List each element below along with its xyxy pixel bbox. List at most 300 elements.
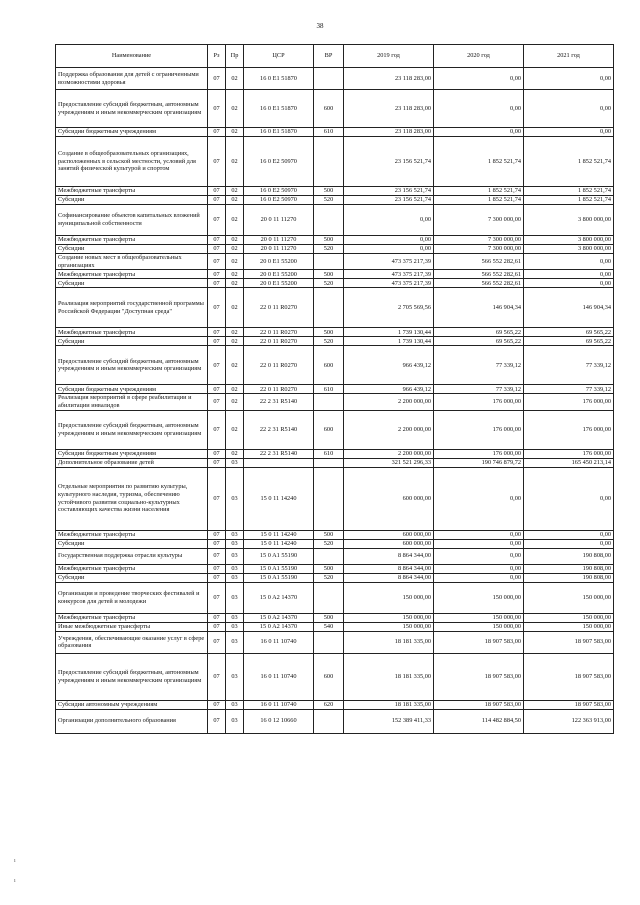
cell-2021: 77 339,12 — [524, 385, 614, 394]
table-row — [56, 613, 614, 622]
cell-vr: 540 — [314, 622, 344, 631]
cell-2019: 23 118 283,00 — [344, 90, 434, 128]
cell-vr: 620 — [314, 700, 344, 709]
cell-csr: 20 0 11 11270 — [244, 236, 314, 245]
cell-2021: 176 000,00 — [524, 394, 614, 410]
cell-pr: 02 — [226, 245, 244, 254]
cell-2020: 18 907 583,00 — [434, 631, 524, 653]
cell-vr: 610 — [314, 385, 344, 394]
cell-vr — [314, 582, 344, 613]
cell-vr: 600 — [314, 346, 344, 385]
cell-name: Межбюджетные трансферты — [56, 187, 208, 196]
cell-2020: 0,00 — [434, 573, 524, 582]
cell-rz: 07 — [208, 582, 226, 613]
cell-name: Учреждения, обеспечивающие оказание услуг в сфере образования — [56, 631, 208, 653]
cell-2021: 0,00 — [524, 270, 614, 279]
header-rz: Рз — [208, 45, 226, 68]
cell-2020: 566 552 282,61 — [434, 279, 524, 288]
cell-2019: 600 000,00 — [344, 530, 434, 539]
cell-2021: 150 000,00 — [524, 613, 614, 622]
cell-2021: 0,00 — [524, 68, 614, 90]
cell-rz: 07 — [208, 137, 226, 187]
cell-2020: 1 852 521,74 — [434, 196, 524, 205]
cell-name: Создание новых мест в общеобразовательных организациях — [56, 254, 208, 270]
cell-name: Межбюджетные трансферты — [56, 236, 208, 245]
cell-rz: 07 — [208, 288, 226, 328]
cell-2021: 176 000,00 — [524, 449, 614, 458]
cell-rz: 07 — [208, 467, 226, 530]
cell-2021: 3 800 000,00 — [524, 205, 614, 236]
cell-csr: 16 0 E2 50970 — [244, 196, 314, 205]
cell-vr: 500 — [314, 530, 344, 539]
cell-csr: 15 0 A2 14370 — [244, 582, 314, 613]
table-row — [56, 187, 614, 196]
cell-2021: 18 907 583,00 — [524, 653, 614, 700]
cell-csr: 16 0 E2 50970 — [244, 187, 314, 196]
cell-pr: 02 — [226, 279, 244, 288]
margin-mark: ı — [14, 878, 16, 884]
cell-name: Предоставление субсидий бюджетным, автономным учреждениям и иным некоммерческим организациям — [56, 653, 208, 700]
table-row — [56, 254, 614, 270]
cell-pr: 03 — [226, 582, 244, 613]
cell-2019: 0,00 — [344, 236, 434, 245]
cell-pr: 02 — [226, 205, 244, 236]
cell-vr — [314, 458, 344, 467]
cell-2020: 7 300 000,00 — [434, 236, 524, 245]
cell-2020: 176 000,00 — [434, 449, 524, 458]
cell-2019: 600 000,00 — [344, 539, 434, 548]
cell-rz: 07 — [208, 653, 226, 700]
table-row — [56, 337, 614, 346]
cell-rz: 07 — [208, 337, 226, 346]
cell-2021: 0,00 — [524, 279, 614, 288]
cell-csr: 16 0 E1 51870 — [244, 90, 314, 128]
cell-name: Субсидии бюджетным учреждениям — [56, 128, 208, 137]
cell-rz: 07 — [208, 622, 226, 631]
cell-2021: 190 808,00 — [524, 548, 614, 564]
cell-2020: 114 482 884,50 — [434, 709, 524, 733]
cell-vr: 500 — [314, 564, 344, 573]
table-row — [56, 653, 614, 700]
cell-pr: 02 — [226, 449, 244, 458]
cell-2020: 1 852 521,74 — [434, 187, 524, 196]
header-2021: 2021 год — [524, 45, 614, 68]
cell-pr: 02 — [226, 254, 244, 270]
cell-vr: 600 — [314, 90, 344, 128]
cell-pr: 02 — [226, 187, 244, 196]
header-vr: ВР — [314, 45, 344, 68]
table-row — [56, 279, 614, 288]
cell-rz: 07 — [208, 279, 226, 288]
cell-pr: 02 — [226, 385, 244, 394]
cell-csr: 15 0 A1 55190 — [244, 548, 314, 564]
cell-2020: 0,00 — [434, 548, 524, 564]
cell-2020: 0,00 — [434, 467, 524, 530]
cell-2021: 0,00 — [524, 128, 614, 137]
table-row — [56, 530, 614, 539]
cell-pr: 03 — [226, 573, 244, 582]
cell-pr: 03 — [226, 564, 244, 573]
cell-2019: 0,00 — [344, 205, 434, 236]
cell-2020: 7 300 000,00 — [434, 205, 524, 236]
cell-csr: 22 0 11 R0270 — [244, 337, 314, 346]
cell-2021: 0,00 — [524, 467, 614, 530]
cell-2020: 1 852 521,74 — [434, 137, 524, 187]
cell-name: Организации дополнительного образования — [56, 709, 208, 733]
cell-vr: 520 — [314, 337, 344, 346]
table-row — [56, 539, 614, 548]
table-row — [56, 700, 614, 709]
cell-2021: 146 904,34 — [524, 288, 614, 328]
table-header-row — [56, 45, 614, 68]
cell-pr: 02 — [226, 288, 244, 328]
cell-csr: 20 0 E1 55200 — [244, 270, 314, 279]
cell-2021: 122 363 913,00 — [524, 709, 614, 733]
cell-name: Иные межбюджетные трансферты — [56, 622, 208, 631]
cell-vr — [314, 205, 344, 236]
cell-csr: 15 0 A2 14370 — [244, 613, 314, 622]
cell-2021: 1 852 521,74 — [524, 187, 614, 196]
cell-pr: 03 — [226, 709, 244, 733]
cell-2019: 321 521 296,33 — [344, 458, 434, 467]
table-row — [56, 573, 614, 582]
cell-pr: 03 — [226, 458, 244, 467]
cell-pr: 03 — [226, 467, 244, 530]
table-row — [56, 288, 614, 328]
cell-vr: 520 — [314, 539, 344, 548]
cell-2019: 23 156 521,74 — [344, 196, 434, 205]
cell-vr: 520 — [314, 279, 344, 288]
cell-2020: 146 904,34 — [434, 288, 524, 328]
cell-name: Субсидии автономным учреждениям — [56, 700, 208, 709]
cell-pr: 03 — [226, 613, 244, 622]
cell-2021: 1 852 521,74 — [524, 137, 614, 187]
cell-csr: 16 0 E1 51870 — [244, 68, 314, 90]
cell-pr: 02 — [226, 394, 244, 410]
cell-rz: 07 — [208, 449, 226, 458]
cell-vr: 500 — [314, 187, 344, 196]
table-row — [56, 205, 614, 236]
cell-csr: 16 0 E1 51870 — [244, 128, 314, 137]
cell-rz: 07 — [208, 270, 226, 279]
table-row — [56, 394, 614, 410]
cell-2019: 473 375 217,39 — [344, 270, 434, 279]
cell-csr: 22 2 31 R5140 — [244, 449, 314, 458]
cell-csr: 20 0 11 11270 — [244, 245, 314, 254]
cell-2021: 77 339,12 — [524, 346, 614, 385]
cell-vr: 520 — [314, 196, 344, 205]
cell-rz: 07 — [208, 205, 226, 236]
cell-2020: 0,00 — [434, 539, 524, 548]
cell-csr: 15 0 A1 55190 — [244, 564, 314, 573]
table-row — [56, 270, 614, 279]
cell-pr: 02 — [226, 196, 244, 205]
cell-rz: 07 — [208, 187, 226, 196]
cell-csr: 16 0 12 10660 — [244, 709, 314, 733]
cell-csr: 15 0 11 14240 — [244, 467, 314, 530]
cell-2019: 8 864 344,00 — [344, 573, 434, 582]
cell-rz: 07 — [208, 613, 226, 622]
cell-pr: 03 — [226, 700, 244, 709]
cell-name: Дополнительное образование детей — [56, 458, 208, 467]
cell-2020: 18 907 583,00 — [434, 700, 524, 709]
cell-csr: 22 2 31 R5140 — [244, 394, 314, 410]
cell-2020: 0,00 — [434, 90, 524, 128]
cell-2020: 18 907 583,00 — [434, 653, 524, 700]
cell-2019: 2 200 000,00 — [344, 410, 434, 449]
cell-2020: 176 000,00 — [434, 394, 524, 410]
cell-2020: 69 565,22 — [434, 337, 524, 346]
cell-2020: 0,00 — [434, 128, 524, 137]
cell-2021: 165 450 213,14 — [524, 458, 614, 467]
cell-2020: 0,00 — [434, 530, 524, 539]
cell-vr — [314, 288, 344, 328]
cell-name: Субсидии — [56, 539, 208, 548]
cell-vr — [314, 394, 344, 410]
cell-rz: 07 — [208, 410, 226, 449]
cell-rz: 07 — [208, 539, 226, 548]
cell-2019: 18 181 335,00 — [344, 631, 434, 653]
cell-2019: 150 000,00 — [344, 622, 434, 631]
cell-csr: 16 0 11 10740 — [244, 700, 314, 709]
cell-2021: 0,00 — [524, 539, 614, 548]
cell-2019: 150 000,00 — [344, 613, 434, 622]
cell-pr: 03 — [226, 631, 244, 653]
cell-2021: 69 565,22 — [524, 337, 614, 346]
cell-2020: 0,00 — [434, 564, 524, 573]
cell-name: Предоставление субсидий бюджетным, автономным учреждениям и иным некоммерческим организациям — [56, 346, 208, 385]
cell-pr: 02 — [226, 337, 244, 346]
cell-vr: 520 — [314, 573, 344, 582]
cell-rz: 07 — [208, 236, 226, 245]
cell-2021: 0,00 — [524, 254, 614, 270]
cell-vr: 500 — [314, 270, 344, 279]
cell-vr — [314, 68, 344, 90]
cell-2020: 566 552 282,61 — [434, 254, 524, 270]
cell-2019: 23 118 283,00 — [344, 128, 434, 137]
cell-2021: 150 000,00 — [524, 622, 614, 631]
table-row — [56, 236, 614, 245]
cell-name: Субсидии — [56, 337, 208, 346]
table-row — [56, 68, 614, 90]
table-row — [56, 385, 614, 394]
cell-2019: 600 000,00 — [344, 467, 434, 530]
cell-name: Межбюджетные трансферты — [56, 530, 208, 539]
cell-pr: 03 — [226, 539, 244, 548]
cell-2019: 150 000,00 — [344, 582, 434, 613]
cell-name: Реализация мероприятий государственной программы Российской Федерации "Доступная среда" — [56, 288, 208, 328]
cell-2019: 23 118 283,00 — [344, 68, 434, 90]
cell-rz: 07 — [208, 573, 226, 582]
cell-2020: 190 746 879,72 — [434, 458, 524, 467]
cell-rz: 07 — [208, 346, 226, 385]
cell-name: Предоставление субсидий бюджетным, автономным учреждениям и иным некоммерческим организациям — [56, 90, 208, 128]
cell-2021: 1 852 521,74 — [524, 196, 614, 205]
cell-pr: 03 — [226, 548, 244, 564]
cell-vr — [314, 137, 344, 187]
table-row — [56, 410, 614, 449]
cell-csr: 15 0 A1 55190 — [244, 573, 314, 582]
table-row — [56, 196, 614, 205]
cell-vr — [314, 709, 344, 733]
cell-2019: 966 439,12 — [344, 385, 434, 394]
cell-2021: 0,00 — [524, 530, 614, 539]
page-number: 38 — [316, 22, 324, 30]
cell-2021: 176 000,00 — [524, 410, 614, 449]
cell-name: Субсидии — [56, 245, 208, 254]
cell-csr: 22 2 31 R5140 — [244, 410, 314, 449]
cell-rz: 07 — [208, 90, 226, 128]
cell-2020: 7 300 000,00 — [434, 245, 524, 254]
cell-rz: 07 — [208, 394, 226, 410]
cell-csr: 22 0 11 R0270 — [244, 346, 314, 385]
table-row — [56, 582, 614, 613]
cell-vr — [314, 548, 344, 564]
cell-name: Субсидии бюджетным учреждениям — [56, 449, 208, 458]
cell-rz: 07 — [208, 196, 226, 205]
cell-name: Субсидии бюджетным учреждениям — [56, 385, 208, 394]
cell-pr: 03 — [226, 530, 244, 539]
table-row — [56, 346, 614, 385]
table-row — [56, 548, 614, 564]
header-2020: 2020 год — [434, 45, 524, 68]
cell-rz: 07 — [208, 548, 226, 564]
cell-2019: 23 156 521,74 — [344, 187, 434, 196]
cell-rz: 07 — [208, 700, 226, 709]
cell-csr: 22 0 11 R0270 — [244, 288, 314, 328]
cell-2021: 190 808,00 — [524, 564, 614, 573]
cell-2021: 18 907 583,00 — [524, 631, 614, 653]
cell-2019: 2 200 000,00 — [344, 449, 434, 458]
cell-name: Межбюджетные трансферты — [56, 270, 208, 279]
cell-csr: 20 0 E1 55200 — [244, 254, 314, 270]
cell-2020: 77 339,12 — [434, 346, 524, 385]
cell-rz: 07 — [208, 68, 226, 90]
cell-name: Организация и проведение творческих фестивалей и конкурсов для детей и молодежи — [56, 582, 208, 613]
cell-2020: 150 000,00 — [434, 613, 524, 622]
cell-csr: 16 0 11 10740 — [244, 631, 314, 653]
table-row — [56, 622, 614, 631]
header-pr: Пр — [226, 45, 244, 68]
cell-2019: 1 739 130,44 — [344, 337, 434, 346]
cell-vr: 610 — [314, 128, 344, 137]
cell-2020: 69 565,22 — [434, 328, 524, 337]
cell-2019: 8 864 344,00 — [344, 548, 434, 564]
table-row — [56, 458, 614, 467]
table-row — [56, 631, 614, 653]
cell-2019: 18 181 335,00 — [344, 653, 434, 700]
cell-csr — [244, 458, 314, 467]
cell-2019: 2 705 569,56 — [344, 288, 434, 328]
cell-name: Реализация мероприятий в сфере реабилитации и абилитации инвалидов — [56, 394, 208, 410]
cell-rz: 07 — [208, 385, 226, 394]
header-2019: 2019 год — [344, 45, 434, 68]
cell-pr: 02 — [226, 346, 244, 385]
cell-rz: 07 — [208, 128, 226, 137]
cell-2019: 2 200 000,00 — [344, 394, 434, 410]
table-row — [56, 90, 614, 128]
cell-rz: 07 — [208, 709, 226, 733]
cell-csr: 15 0 11 14240 — [244, 530, 314, 539]
cell-csr: 15 0 A2 14370 — [244, 622, 314, 631]
cell-2019: 23 156 521,74 — [344, 137, 434, 187]
cell-csr: 16 0 11 10740 — [244, 653, 314, 700]
cell-rz: 07 — [208, 328, 226, 337]
cell-2020: 150 000,00 — [434, 582, 524, 613]
cell-2019: 473 375 217,39 — [344, 279, 434, 288]
cell-2021: 0,00 — [524, 90, 614, 128]
cell-2019: 0,00 — [344, 245, 434, 254]
cell-2019: 966 439,12 — [344, 346, 434, 385]
cell-2020: 77 339,12 — [434, 385, 524, 394]
cell-vr: 500 — [314, 613, 344, 622]
cell-2021: 18 907 583,00 — [524, 700, 614, 709]
cell-2020: 150 000,00 — [434, 622, 524, 631]
cell-2021: 3 800 000,00 — [524, 245, 614, 254]
cell-csr: 22 0 11 R0270 — [244, 328, 314, 337]
cell-2019: 152 389 411,33 — [344, 709, 434, 733]
cell-rz: 07 — [208, 530, 226, 539]
cell-2021: 150 000,00 — [524, 582, 614, 613]
cell-2020: 0,00 — [434, 68, 524, 90]
cell-2021: 190 808,00 — [524, 573, 614, 582]
cell-csr: 22 0 11 R0270 — [244, 385, 314, 394]
table-row — [56, 449, 614, 458]
table-row — [56, 128, 614, 137]
cell-name: Поддержка образования для детей с ограниченными возможностями здоровья — [56, 68, 208, 90]
cell-name: Субсидии — [56, 573, 208, 582]
cell-name: Предоставление субсидий бюджетным, автономным учреждениям и иным некоммерческим организациям — [56, 410, 208, 449]
cell-pr: 02 — [226, 270, 244, 279]
cell-pr: 02 — [226, 137, 244, 187]
cell-name: Создание в общеобразовательных организациях, расположенных в сельской местности, условий для занятий физической культурой и спортом — [56, 137, 208, 187]
cell-pr: 02 — [226, 328, 244, 337]
cell-vr: 610 — [314, 449, 344, 458]
cell-rz: 07 — [208, 564, 226, 573]
cell-pr: 02 — [226, 128, 244, 137]
cell-csr: 20 0 E1 55200 — [244, 279, 314, 288]
header-csr: ЦСР — [244, 45, 314, 68]
cell-name: Государственная поддержка отрасли культуры — [56, 548, 208, 564]
cell-2019: 18 181 335,00 — [344, 700, 434, 709]
cell-csr: 15 0 11 14240 — [244, 539, 314, 548]
cell-csr: 16 0 E2 50970 — [244, 137, 314, 187]
cell-2019: 473 375 217,39 — [344, 254, 434, 270]
cell-rz: 07 — [208, 458, 226, 467]
cell-vr — [314, 631, 344, 653]
cell-name: Субсидии — [56, 196, 208, 205]
cell-name: Межбюджетные трансферты — [56, 328, 208, 337]
table-row — [56, 564, 614, 573]
budget-table — [55, 44, 614, 734]
table-row — [56, 467, 614, 530]
cell-2020: 566 552 282,61 — [434, 270, 524, 279]
table-row — [56, 137, 614, 187]
table-row — [56, 328, 614, 337]
cell-vr: 520 — [314, 245, 344, 254]
cell-vr: 600 — [314, 410, 344, 449]
cell-pr: 03 — [226, 653, 244, 700]
cell-name: Межбюджетные трансферты — [56, 613, 208, 622]
header-name: Наименование — [56, 45, 208, 68]
cell-2020: 176 000,00 — [434, 410, 524, 449]
cell-rz: 07 — [208, 631, 226, 653]
cell-pr: 02 — [226, 410, 244, 449]
cell-name: Межбюджетные трансферты — [56, 564, 208, 573]
cell-pr: 02 — [226, 90, 244, 128]
cell-rz: 07 — [208, 254, 226, 270]
cell-name: Отдельные мероприятия по развитию культуры, культурного наследия, туризма, обеспечению устойчивого развития социально-культурных составляющих качества жизни населения — [56, 467, 208, 530]
